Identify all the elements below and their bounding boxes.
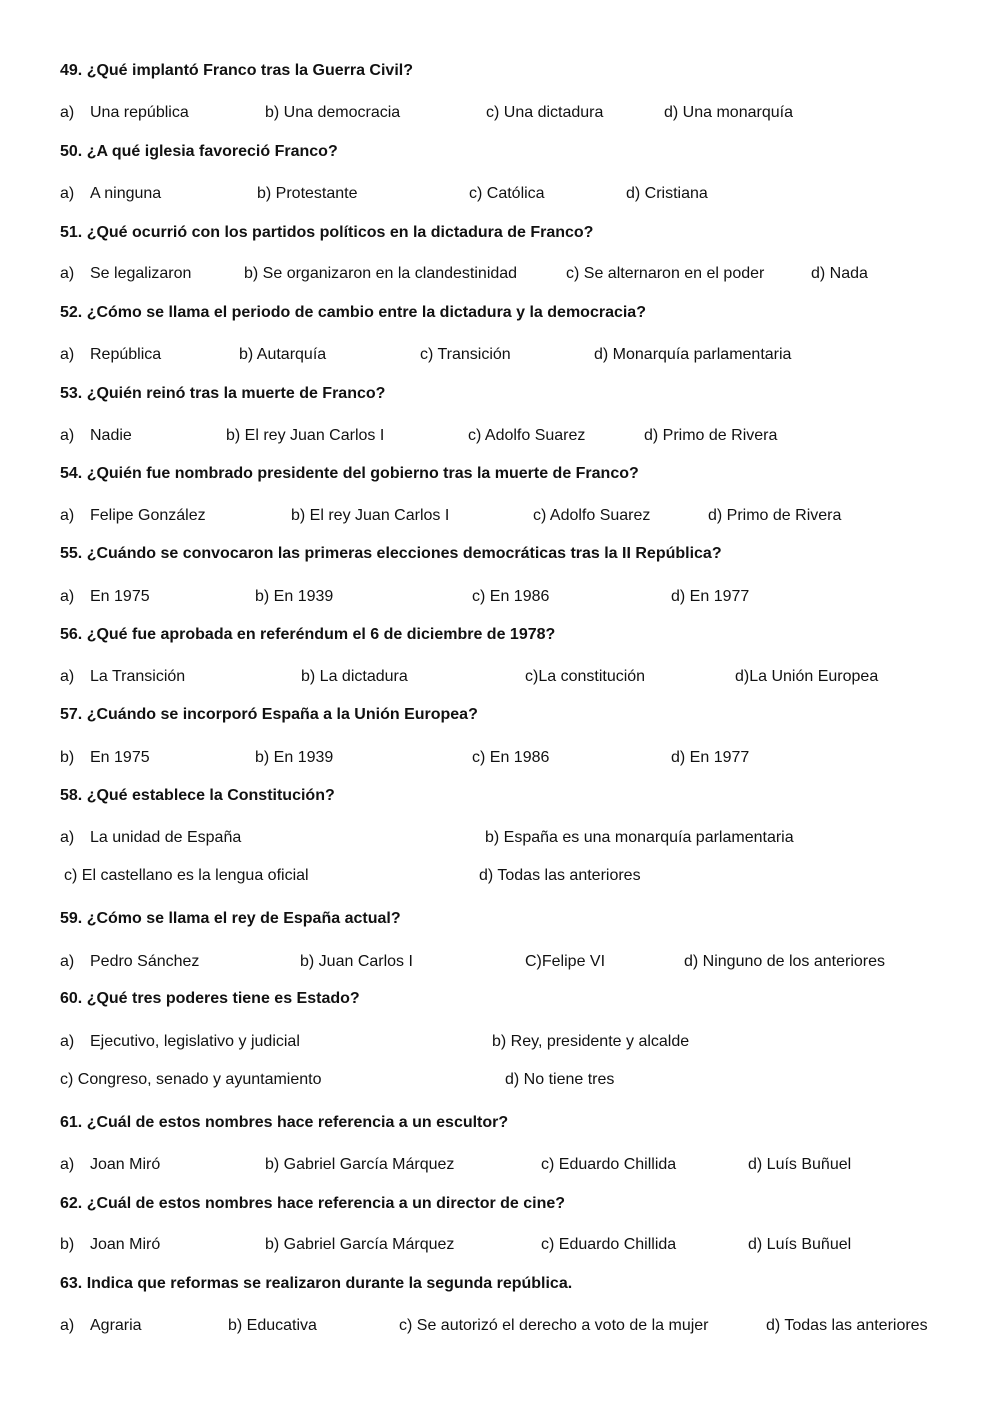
- option-c: c) Transición: [420, 346, 511, 363]
- option-b: b) Gabriel García Márquez: [265, 1236, 455, 1253]
- option-marker-a: a): [60, 1033, 75, 1050]
- question-55: 55. ¿Cuándo se convocaron las primeras elecciones democráticas tras la II República?: [60, 545, 722, 562]
- option-marker-a: a): [60, 104, 75, 121]
- option-a: República: [90, 346, 162, 363]
- option-d: d) Todas las anteriores: [766, 1317, 928, 1334]
- question-50: 50. ¿A qué iglesia favoreció Franco?: [60, 143, 338, 160]
- option-c: c) Católica: [469, 185, 545, 202]
- option-c: c) Una dictadura: [486, 104, 604, 121]
- option-marker-a: a): [60, 1317, 75, 1334]
- option-a: Pedro Sánchez: [90, 953, 200, 970]
- option-c: c) Adolfo Suarez: [533, 507, 651, 524]
- option-b: b) El rey Juan Carlos I: [291, 507, 450, 524]
- option-a: Ejecutivo, legislativo y judicial: [90, 1033, 300, 1050]
- question-61: 61. ¿Cuál de estos nombres hace referencia a un escultor?: [60, 1114, 509, 1131]
- option-d: d) Primo de Rivera: [644, 427, 778, 444]
- option-b: b) En 1939: [255, 588, 334, 605]
- option-c: c) Se alternaron en el poder: [566, 265, 765, 282]
- question-63: 63. Indica que reformas se realizaron durante la segunda república.: [60, 1275, 573, 1292]
- option-marker-a: a): [60, 588, 75, 605]
- option-b: b) En 1939: [255, 749, 334, 766]
- option-c: c) Congreso, senado y ayuntamiento: [60, 1071, 322, 1088]
- option-d: d) Una monarquía: [664, 104, 793, 121]
- question-59: 59. ¿Cómo se llama el rey de España actual?: [60, 910, 401, 927]
- question-60: 60. ¿Qué tres poderes tiene es Estado?: [60, 990, 360, 1007]
- option-c: c) Eduardo Chillida: [541, 1236, 677, 1253]
- option-b: b) Educativa: [228, 1317, 317, 1334]
- question-52: 52. ¿Cómo se llama el periodo de cambio entre la dictadura y la democracia?: [60, 304, 646, 321]
- option-a: Nadie: [90, 427, 132, 444]
- option-c: C)Felipe VI: [525, 953, 606, 970]
- option-marker-a: a): [60, 668, 75, 685]
- option-d: d) No tiene tres: [505, 1071, 615, 1088]
- question-56: 56. ¿Qué fue aprobada en referéndum el 6 de diciembre de 1978?: [60, 626, 556, 643]
- option-a: En 1975: [90, 749, 150, 766]
- option-d: d) Cristiana: [626, 185, 708, 202]
- option-c: c) Eduardo Chillida: [541, 1156, 677, 1173]
- option-d: d) Luís Buñuel: [748, 1156, 852, 1173]
- option-c: c)La constitución: [525, 668, 646, 685]
- option-b: b) La dictadura: [301, 668, 408, 685]
- option-b: b) Rey, presidente y alcalde: [492, 1033, 690, 1050]
- option-d: d) Luís Buñuel: [748, 1236, 852, 1253]
- option-marker-a: a): [60, 346, 75, 363]
- question-49: 49. ¿Qué implantó Franco tras la Guerra Civil?: [60, 62, 413, 79]
- option-d: d)La Unión Europea: [735, 668, 879, 685]
- option-a: Joan Miró: [90, 1156, 161, 1173]
- option-d: d) En 1977: [671, 588, 750, 605]
- option-a: Joan Miró: [90, 1236, 161, 1253]
- option-marker-b: b): [60, 749, 75, 766]
- question-62: 62. ¿Cuál de estos nombres hace referencia a un director de cine?: [60, 1195, 566, 1212]
- option-a: En 1975: [90, 588, 150, 605]
- option-a: Una república: [90, 104, 189, 121]
- option-c: c) Adolfo Suarez: [468, 427, 586, 444]
- question-53: 53. ¿Quién reinó tras la muerte de Franco?: [60, 385, 386, 402]
- option-b: b) Se organizaron en la clandestinidad: [244, 265, 518, 282]
- option-marker-b: b): [60, 1236, 75, 1253]
- question-51: 51. ¿Qué ocurrió con los partidos políticos en la dictadura de Franco?: [60, 224, 594, 241]
- option-c: c) En 1986: [472, 588, 550, 605]
- option-b: b) Una democracia: [265, 104, 401, 121]
- option-marker-a: a): [60, 829, 75, 846]
- option-d: d) Primo de Rivera: [708, 507, 842, 524]
- option-d: d) Nada: [811, 265, 868, 282]
- option-a: A ninguna: [90, 185, 162, 202]
- option-b: b) Gabriel García Márquez: [265, 1156, 455, 1173]
- question-58: 58. ¿Qué establece la Constitución?: [60, 787, 335, 804]
- option-a: La Transición: [90, 668, 186, 685]
- option-marker-a: a): [60, 427, 75, 444]
- question-57: 57. ¿Cuándo se incorporó España a la Unión Europea?: [60, 706, 478, 723]
- option-marker-a: a): [60, 1156, 75, 1173]
- question-54: 54. ¿Quién fue nombrado presidente del gobierno tras la muerte de Franco?: [60, 465, 639, 482]
- option-c: c) Se autorizó el derecho a voto de la mujer: [399, 1317, 709, 1334]
- option-marker-a: a): [60, 265, 75, 282]
- option-d: d) En 1977: [671, 749, 750, 766]
- option-marker-a: a): [60, 185, 75, 202]
- option-b: b) Juan Carlos I: [300, 953, 413, 970]
- option-c: c) En 1986: [472, 749, 550, 766]
- option-b: b) Protestante: [257, 185, 358, 202]
- option-d: d) Todas las anteriores: [479, 867, 641, 884]
- option-a: La unidad de España: [90, 829, 242, 846]
- option-d: d) Monarquía parlamentaria: [594, 346, 792, 363]
- option-b: b) España es una monarquía parlamentaria: [485, 829, 794, 846]
- option-b: b) El rey Juan Carlos I: [226, 427, 385, 444]
- option-a: Agraria: [90, 1317, 142, 1334]
- option-c: c) El castellano es la lengua oficial: [64, 867, 309, 884]
- option-a: Felipe González: [90, 507, 206, 524]
- option-a: Se legalizaron: [90, 265, 192, 282]
- option-marker-a: a): [60, 507, 75, 524]
- option-d: d) Ninguno de los anteriores: [684, 953, 886, 970]
- option-marker-a: a): [60, 953, 75, 970]
- option-b: b) Autarquía: [239, 346, 327, 363]
